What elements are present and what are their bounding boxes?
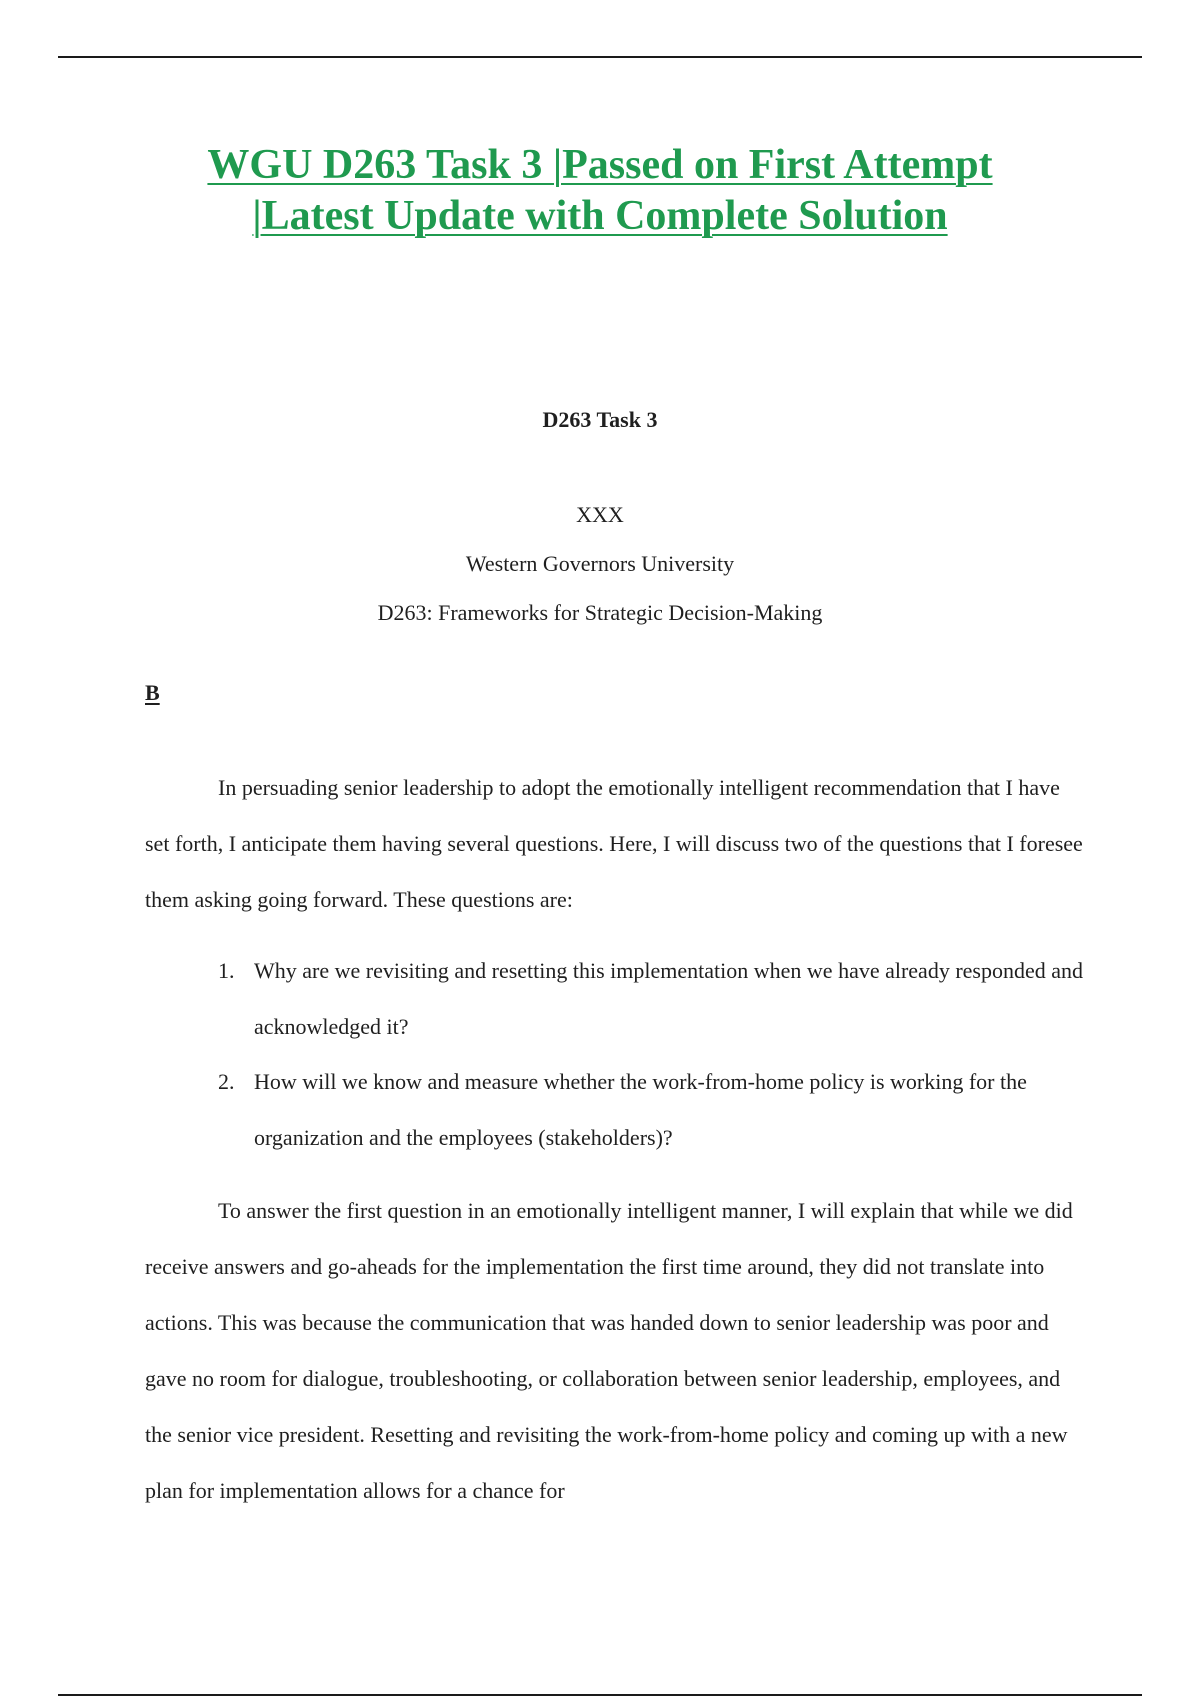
list-item-number: 1. — [218, 958, 235, 983]
top-rule — [58, 56, 1142, 58]
document-title — [100, 140, 1100, 242]
body-paragraph-1: In persuading senior leadership to adopt the emotionally intelligent recommendation that I have set forth, I anticipate them having several questions. Here, I will discuss two of the questions that I foresee them asking going forward. These questions are: — [145, 775, 1083, 912]
document-title-line-2: |Latest Update with Complete Solution — [252, 193, 948, 239]
list-item-text: How will we know and measure whether the work-from-home policy is working for the organization and the employees (stakeholders)? — [254, 1069, 1027, 1150]
task-title: D263 Task 3 — [542, 407, 658, 432]
question-list — [218, 943, 1088, 1165]
list-item-text: Why are we revisiting and resetting this implementation when we have already responded and acknowledged it? — [254, 958, 1084, 1039]
list-item — [218, 1054, 1088, 1166]
document-title-line-1: WGU D263 Task 3 |Passed on First Attempt — [207, 142, 993, 188]
section-heading: B — [145, 680, 160, 705]
university-name: Western Governors University — [465, 551, 735, 576]
list-item-number: 2. — [218, 1069, 235, 1094]
bottom-rule — [58, 1694, 1142, 1696]
course-name: D263: Frameworks for Strategic Decision-Making — [377, 600, 823, 625]
author-name: XXX — [576, 502, 624, 527]
list-item — [218, 943, 1088, 1055]
body-paragraph-2: To answer the first question in an emotionally intelligent manner, I will explain that while we did receive answers and go-aheads for the implementation the first time around, they did not translate into actions. This was because the communication that was handed down to senior leadership was poor and gave no room for dialogue, troubleshooting, or collaboration between senior leadership, employees, and the senior vice president. Resetting and revisiting the work-from-home policy and coming up with a new plan for implementation allows for a chance for — [145, 1198, 1073, 1503]
